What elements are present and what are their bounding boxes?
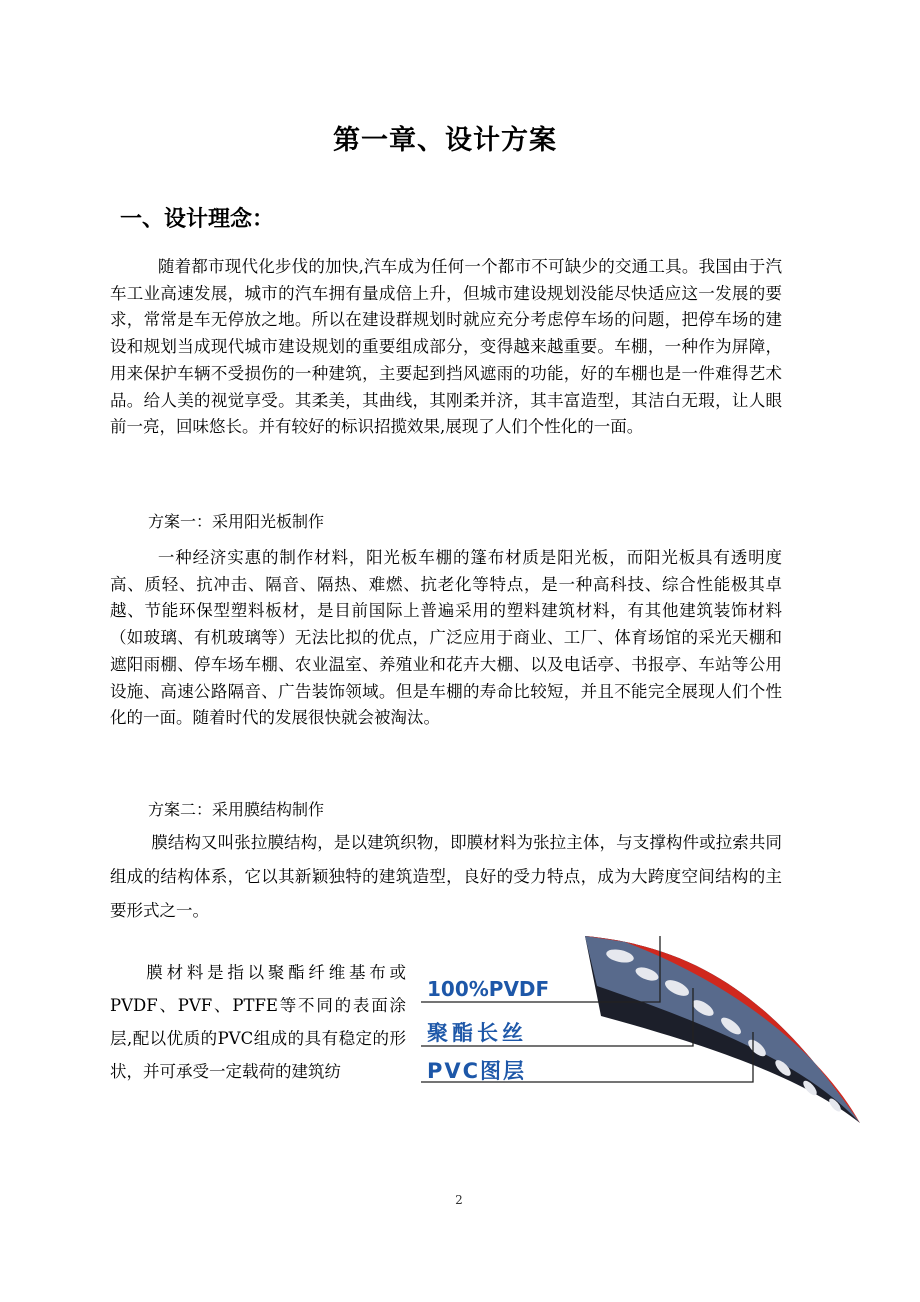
scheme-one-label: 方案一：采用阳光板制作 bbox=[148, 512, 325, 531]
membrane-layer-figure bbox=[415, 928, 865, 1128]
label-polyester-filament: 聚酯长丝 bbox=[427, 1021, 527, 1045]
membrane-cross-section-diagram bbox=[415, 928, 865, 1128]
intro-paragraph: 随着都市现代化步伐的加快,汽车成为任何一个都市不可缺少的交通工具。我国由于汽车工业高速发展，城市的汽车拥有量成倍上升，但城市建设规划没能尽快适应这一发展的要求，常常是车无停放之地。所以在建设群规划时就应充分考虑停车场的问题，把停车场的建设和规划当成现代城市建设规划的重要组成部分，变得越来越重要。车棚，一种作为屏障，用来保护车辆不受损伤的一种建筑，主要起到挡风遮雨的功能，好的车棚也是一件难得艺术品。给人美的视觉享受。其柔美，其曲线，其刚柔并济，其丰富造型，其洁白无瑕，让人眼前一亮，回味悠长。并有较好的标识招揽效果,展现了人们个性化的一面。 bbox=[110, 257, 782, 437]
section-title: 一、设计理念： bbox=[120, 207, 275, 232]
page-number: 2 bbox=[455, 1193, 463, 1207]
scheme-two-label: 方案二：采用膜结构制作 bbox=[148, 800, 325, 819]
label-pvdf: 100%PVDF bbox=[427, 977, 550, 1001]
membrane-material-paragraph: 膜材料是指以聚酯纤维基布或PVDF、PVF、PTFE等不同的表面涂层,配以优质的PVC组成的具有稳定的形状，并可承受一定载荷的建筑纺 bbox=[110, 963, 406, 1081]
chapter-title: 第一章、设计方案 bbox=[333, 125, 557, 156]
scheme-two-paragraph: 膜结构又叫张拉膜结构，是以建筑织物，即膜材料为张拉主体，与支撑构件或拉索共同组成的结构体系，它以其新颖独特的建筑造型，良好的受力特点，成为大跨度空间结构的主要形式之一。 bbox=[110, 833, 782, 920]
scheme-one-paragraph: 一种经济实惠的制作材料，阳光板车棚的篷布材质是阳光板，而阳光板具有透明度高、质轻、抗冲击、隔音、隔热、难燃、抗老化等特点，是一种高科技、综合性能极其卓越、节能环保型塑料板材，是目前国际上普遍采用的塑料建筑材料，有其他建筑装饰材料（如玻璃、有机玻璃等）无法比拟的优点，广泛应用于商业、工厂、体育场馆的采光天棚和遮阳雨棚、停车场车棚、农业温室、养殖业和花卉大棚、以及电话亭、书报亭、车站等公用设施、高速公路隔音、广告装饰领域。但是车棚的寿命比较短，并且不能完全展现人们个性化的一面。随着时代的发展很快就会被淘汰。 bbox=[110, 548, 782, 728]
label-pvc-layer: PVC图层 bbox=[427, 1059, 527, 1083]
